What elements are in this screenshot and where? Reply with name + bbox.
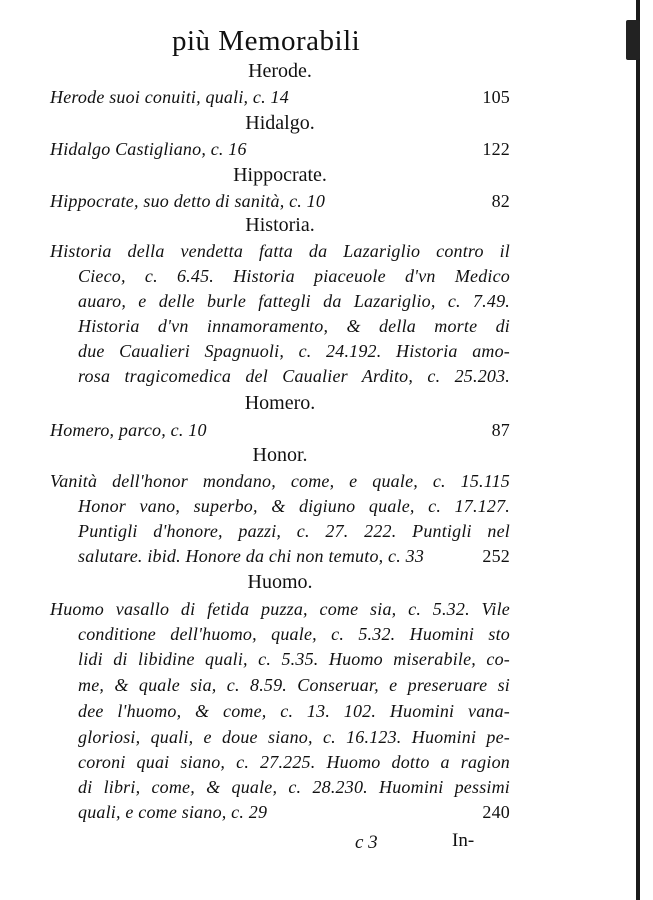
- page-number: 87: [491, 420, 510, 440]
- section-heading: Herode.: [248, 60, 312, 82]
- page-number: 82: [491, 191, 510, 211]
- index-entry: [50, 420, 510, 444]
- page-number: 240: [482, 802, 510, 822]
- index-entry: due Caualieri Spagnuoli, c. 24.192. Historia amo-: [78, 341, 510, 361]
- page-number: 252: [482, 546, 510, 566]
- index-entry: Honor vano, superbo, & digiuno quale, c. 17.127.: [78, 496, 510, 516]
- entry-text: Hidalgo Castigliano, c. 16: [50, 139, 247, 159]
- running-head: più Memorabili: [172, 25, 361, 57]
- page-number: 105: [482, 87, 510, 107]
- section-heading: Huomo.: [247, 571, 313, 593]
- section-heading: Hippocrate.: [233, 164, 327, 186]
- index-entry: Cieco, c. 6.45. Historia piaceuole d'vn Medico: [78, 266, 510, 286]
- index-entry: Huomo vasallo di fetida puzza, come sia, c. 5.32. Vile: [50, 599, 510, 619]
- index-entry: Historia d'vn innamoramento, & della morte di: [78, 316, 510, 336]
- index-entry: [50, 87, 510, 111]
- index-entry: [50, 139, 510, 163]
- entry-text: salutare. ibid. Honore da chi non temuto, c. 33: [78, 546, 425, 566]
- index-entry: me, & quale sia, c. 8.59. Conseruar, e preseruare si: [78, 675, 510, 695]
- entry-text: Herode suoi conuiti, quali, c. 14: [50, 87, 289, 107]
- index-entry: coroni quai siano, c. 27.225. Huomo dotto a ragion: [78, 752, 510, 772]
- section-heading: Hidalgo.: [245, 112, 315, 134]
- index-entry: [78, 546, 510, 570]
- signature-mark: c 3: [355, 832, 378, 853]
- index-entry: Vanità dell'honor mondano, come, e quale, c. 15.115: [50, 471, 510, 491]
- entry-text: Homero, parco, c. 10: [50, 420, 207, 440]
- index-entry: gloriosi, quali, e doue siano, c. 16.123. Huomini pe-: [78, 727, 510, 747]
- entry-text: quali, e come siano, c. 29: [78, 802, 268, 822]
- index-entry: di libri, come, & quale, c. 28.230. Huomini pessimi: [78, 777, 510, 797]
- binding-edge: [636, 0, 640, 900]
- index-entry: conditione dell'huomo, quale, c. 5.32. Huomini sto: [78, 624, 510, 644]
- entry-text: Hippocrate, suo detto di sanità, c. 10: [50, 191, 326, 211]
- index-entry: auaro, e delle burle fattegli da Lazariglio, c. 7.49.: [78, 291, 510, 311]
- section-heading: Homero.: [244, 392, 316, 414]
- index-entry: [78, 802, 510, 826]
- index-entry: Puntigli d'honore, pazzi, c. 27. 222. Puntigli nel: [78, 521, 510, 541]
- index-entry: dee l'huomo, & come, c. 13. 102. Huomini vana-: [78, 701, 510, 721]
- section-heading: Honor.: [252, 444, 308, 466]
- binding-mark: [626, 20, 640, 60]
- section-heading: Historia.: [245, 214, 315, 236]
- page-number: 122: [482, 139, 510, 159]
- index-entry: lidi di libidine quali, c. 5.35. Huomo miserabile, co-: [78, 649, 510, 669]
- catchword: In-: [452, 830, 475, 851]
- index-entry: Historia della vendetta fatta da Lazariglio contro il: [50, 241, 510, 261]
- index-entry: [50, 191, 510, 215]
- index-entry: rosa tragicomedica del Caualier Ardito, c. 25.203.: [78, 366, 510, 386]
